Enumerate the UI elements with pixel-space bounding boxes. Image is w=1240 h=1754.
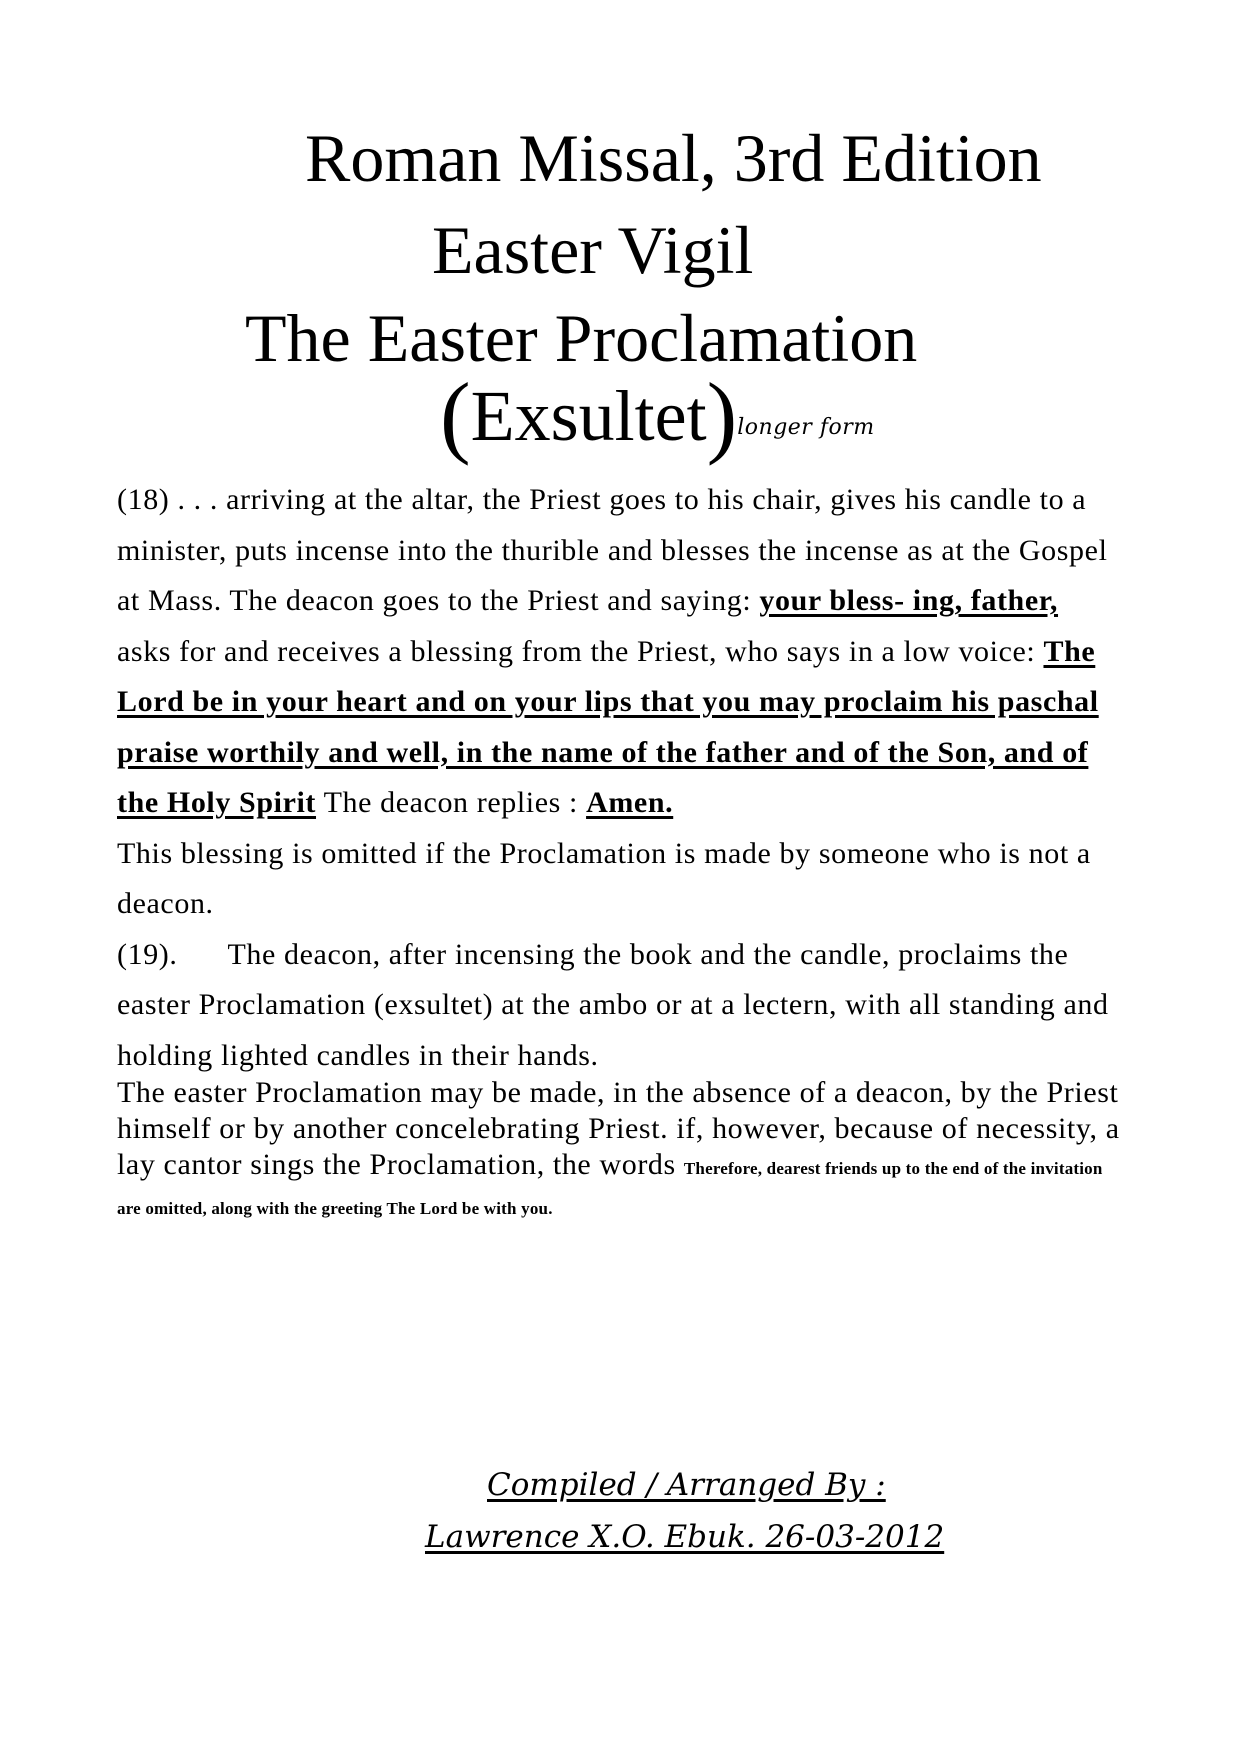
title-subtitle: longer form bbox=[737, 415, 875, 440]
title-line-2: Easter Vigil bbox=[432, 212, 754, 288]
deacon-replies: The deacon replies : bbox=[316, 786, 587, 819]
title-line-1: Roman Missal, 3rd Edition bbox=[305, 120, 1042, 196]
blessing-formula: The Lord be in your heart and on your lips that you may proclaim his paschal praise worthily and well, in the name of the father and of the Son, and of the Holy Spirit bbox=[117, 634, 1099, 819]
deacon-request: your bless- ing, father, bbox=[759, 584, 1059, 617]
paragraph-19 bbox=[117, 930, 1127, 1082]
title-line-3: The Easter Proclamation bbox=[245, 300, 918, 376]
amen-response: Amen. bbox=[586, 786, 674, 819]
blessing-intro: asks for and receives a blessing from the Priest, who says in a low voice: bbox=[117, 634, 1044, 668]
paragraph-alternative-note: Therefore, dearest friends up to the end of the invitation are omitted, along with the greeting The Lord be with you. bbox=[117, 1159, 1103, 1218]
rubric-text bbox=[117, 475, 1127, 1227]
credit-label: Compiled / Arranged By : bbox=[487, 1467, 886, 1503]
paragraph-18-text: (18) . . . arriving at the altar, the Priest goes to his chair, gives his candle to a minister, puts incense into the thurible and blesses the incense as at the Gospel at Mass. The deacon goes to the Priest and saying: bbox=[117, 483, 1108, 617]
paragraph-19-text: The deacon, after incensing the book and the candle, proclaims the easter Proclamation (exsultet) at the ambo or at a lectern, with all standing and holding lighted candles in their hands. bbox=[117, 937, 1109, 1072]
paragraph-19-number: (19). bbox=[117, 937, 178, 971]
paragraph-blessing bbox=[117, 627, 1127, 829]
title-exsultet: Exsultet bbox=[470, 376, 707, 456]
title-close-paren: ) bbox=[706, 364, 738, 466]
title-open-paren: ( bbox=[440, 364, 471, 466]
paragraph-alternative-text: The easter Proclamation may be made, in the absence of a deacon, by the Priest himself or by another concelebrating Priest. if, however, because of necessity, a lay cantor sings the Proclamation, the words bbox=[117, 1076, 1120, 1181]
title-line-4 bbox=[440, 364, 1240, 468]
paragraph-omission: This blessing is omitted if the Proclamation is made by someone who is not a deacon. bbox=[117, 836, 1091, 920]
paragraph-18 bbox=[117, 475, 1127, 627]
credit-author-date: Lawrence X.O. Ebuk. 26-03-2012 bbox=[425, 1519, 945, 1555]
paragraph-alternative bbox=[117, 1075, 1127, 1227]
